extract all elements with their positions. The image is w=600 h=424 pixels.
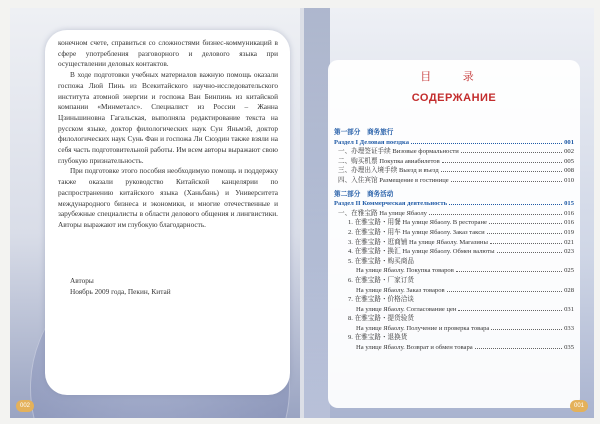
toc-entry-label: 2. 在雅宝路・用车 На улице Ябаолу. Заказ такси — [348, 228, 485, 236]
book-spread — [10, 8, 594, 418]
toc-leader-dots — [475, 348, 562, 349]
toc-header — [328, 68, 580, 104]
toc-entry-label: 一、办理签证手续 Визовые формальности — [338, 148, 459, 156]
toc-leader-dots — [491, 329, 562, 330]
toc-entry-page: 023 — [564, 248, 574, 256]
toc-entry-label: На улице Ябаолу. Согласование цен — [356, 305, 457, 313]
toc-entry-label: 第一部分 商务旅行 — [334, 129, 394, 136]
toc-entry[interactable] — [334, 147, 574, 157]
signature-date: Ноябрь 2009 года, Пекин, Китай — [70, 286, 171, 296]
toc-entry[interactable] — [334, 209, 574, 219]
foreword-paragraph: При подготовке этого пособия необходимую помощь и поддержку также оказали руководство Китайской канцелярии по распространению китайского языка (Ханьбань) и Университета международного бизнеса и экономики, и многие отечественные и зарубежные специалисты в области делового общения и лингвистики. Авторы выражают им глубокую благодарность. — [58, 166, 278, 229]
toc-entry-label: На улице Ябаолу. Возврат и обмен товара — [356, 344, 473, 352]
toc-leader-dots — [497, 252, 563, 253]
toc-leader-dots — [490, 243, 562, 244]
toc-entry[interactable] — [334, 305, 574, 315]
toc-entry-page: 001 — [564, 138, 574, 146]
foreword-paragraph: конечном счете, справиться со сложностями бизнес-коммуникаций в сфере употребления разговорного и делового языка при осуществлении деловых контактов. — [58, 38, 278, 69]
toc-entry-label: 二、购买机票 Покупка авиабилетов — [338, 157, 440, 165]
toc-entry-page: 031 — [564, 305, 574, 313]
toc-leader-dots — [411, 143, 562, 144]
toc-entry-page: 015 — [564, 200, 574, 208]
toc-entry-label: 1. 在雅宝路・用餐 На улице Ябаолу. В ресторане — [348, 219, 487, 227]
toc-entry-label: 5. 在雅宝路・购买商品 — [348, 257, 414, 265]
toc-entry[interactable] — [334, 276, 574, 286]
toc-entry-label: 三、办理出入境手续 Выезд и въезд — [338, 167, 439, 175]
toc-title-russian: СОДЕРЖАНИЕ — [411, 92, 497, 104]
toc-leader-dots — [429, 214, 562, 215]
toc-title-chinese: 目 录 — [420, 70, 488, 83]
toc-entry-page: 016 — [564, 219, 574, 227]
toc-entry[interactable] — [334, 218, 574, 228]
page-number-left: 002 — [16, 400, 34, 412]
toc-entry-label: Раздел II Коммерческая деятельность — [334, 200, 448, 208]
left-page — [10, 8, 300, 418]
toc-entry-label: Раздел I Деловая поездка — [334, 138, 410, 146]
toc-entry[interactable] — [334, 166, 574, 176]
toc-entry[interactable] — [334, 247, 574, 257]
toc-entry[interactable] — [334, 190, 574, 200]
toc-entry-page: 021 — [564, 238, 574, 246]
toc-entry-page: 019 — [564, 228, 574, 236]
toc-entry[interactable] — [334, 295, 574, 305]
toc-entry-page: 002 — [564, 148, 574, 156]
signature-block — [70, 276, 171, 297]
toc-leader-dots — [456, 271, 562, 272]
table-of-contents — [334, 128, 574, 353]
toc-entry-page: 033 — [564, 324, 574, 332]
toc-entry-label: 6. 在雅宝路・厂家订货 — [348, 276, 414, 284]
toc-entry[interactable] — [334, 157, 574, 167]
toc-entry-label: 3. 在雅宝路・逛商铺 На улице Ябаолу. Магазины — [348, 238, 488, 246]
toc-entry-label: 四、入住宾馆 Размещение в гостинице — [338, 176, 449, 184]
toc-leader-dots — [487, 233, 562, 234]
toc-entry-label: 4. 在雅宝路・换汇 На улице Ябаолу. Обмен валюты — [348, 248, 495, 256]
toc-entry[interactable] — [334, 324, 574, 334]
side-band-decoration — [304, 8, 330, 418]
toc-entry-label: 8. 在雅宝路・提货验货 — [348, 315, 414, 323]
foreword-paragraph: В ходе подготовки учебных материалов важную помощь оказали госпожа Люй Пинь из Всекитайского научно-исследовательского института атомной энергии и госпожа Ван Бинпинь из китайской компании «Минметалс». Специалист из России – Жанна Цзиньшиновна Гагальская, выполняла редактирование текста на русском языке, доктор филологических наук Сун Яньмэй, доктор филологических наук Сунь Фан и госпожа Ли Сюэдин также взяли на себя часть подготовительной работы. Им всем авторы выражают свою глубокую признательность. — [58, 70, 278, 165]
toc-leader-dots — [451, 181, 562, 182]
toc-leader-dots — [458, 310, 562, 311]
toc-entry-label: 7. 在雅宝路・价格洽谈 — [348, 296, 414, 304]
toc-entry-page: 035 — [564, 344, 574, 352]
toc-entry[interactable] — [334, 176, 574, 186]
toc-entry[interactable] — [334, 238, 574, 248]
toc-entry[interactable] — [334, 257, 574, 267]
toc-leader-dots — [442, 162, 562, 163]
toc-entry-label: На улице Ябаолу. Покупка товаров — [356, 267, 454, 275]
foreword-text — [58, 38, 278, 231]
toc-leader-dots — [449, 204, 562, 205]
toc-entry-page: 028 — [564, 286, 574, 294]
toc-entry-page: 008 — [564, 167, 574, 175]
toc-entry[interactable] — [334, 128, 574, 138]
toc-leader-dots — [489, 223, 562, 224]
toc-leader-dots — [461, 152, 562, 153]
toc-entry-label: 第二部分 商务活动 — [334, 190, 394, 198]
toc-leader-dots — [447, 291, 562, 292]
toc-entry[interactable] — [334, 138, 574, 148]
right-page — [304, 8, 594, 418]
toc-entry-label: На улице Ябаолу. Получение и проверка товара — [356, 324, 490, 332]
toc-entry[interactable] — [334, 333, 574, 343]
toc-entry-label: 一、在雅宝路 На улице Ябаолу — [338, 209, 427, 217]
toc-entry-page: 025 — [564, 267, 574, 275]
toc-entry[interactable] — [334, 343, 574, 353]
toc-entry[interactable] — [334, 266, 574, 276]
toc-entry-page: 016 — [564, 209, 574, 217]
toc-entry-label: 9. 在雅宝路・退换货 — [348, 334, 408, 342]
toc-entry[interactable] — [334, 228, 574, 238]
toc-entry[interactable] — [334, 199, 574, 209]
toc-entry[interactable] — [334, 286, 574, 296]
toc-entry[interactable] — [334, 314, 574, 324]
page-number-right: 001 — [570, 400, 588, 412]
toc-entry-label: На улице Ябаолу. Заказ товаров — [356, 286, 445, 294]
signature-author: Авторы — [70, 276, 94, 285]
toc-leader-dots — [441, 171, 562, 172]
toc-entry-page: 010 — [564, 176, 574, 184]
toc-entry-page: 005 — [564, 157, 574, 165]
